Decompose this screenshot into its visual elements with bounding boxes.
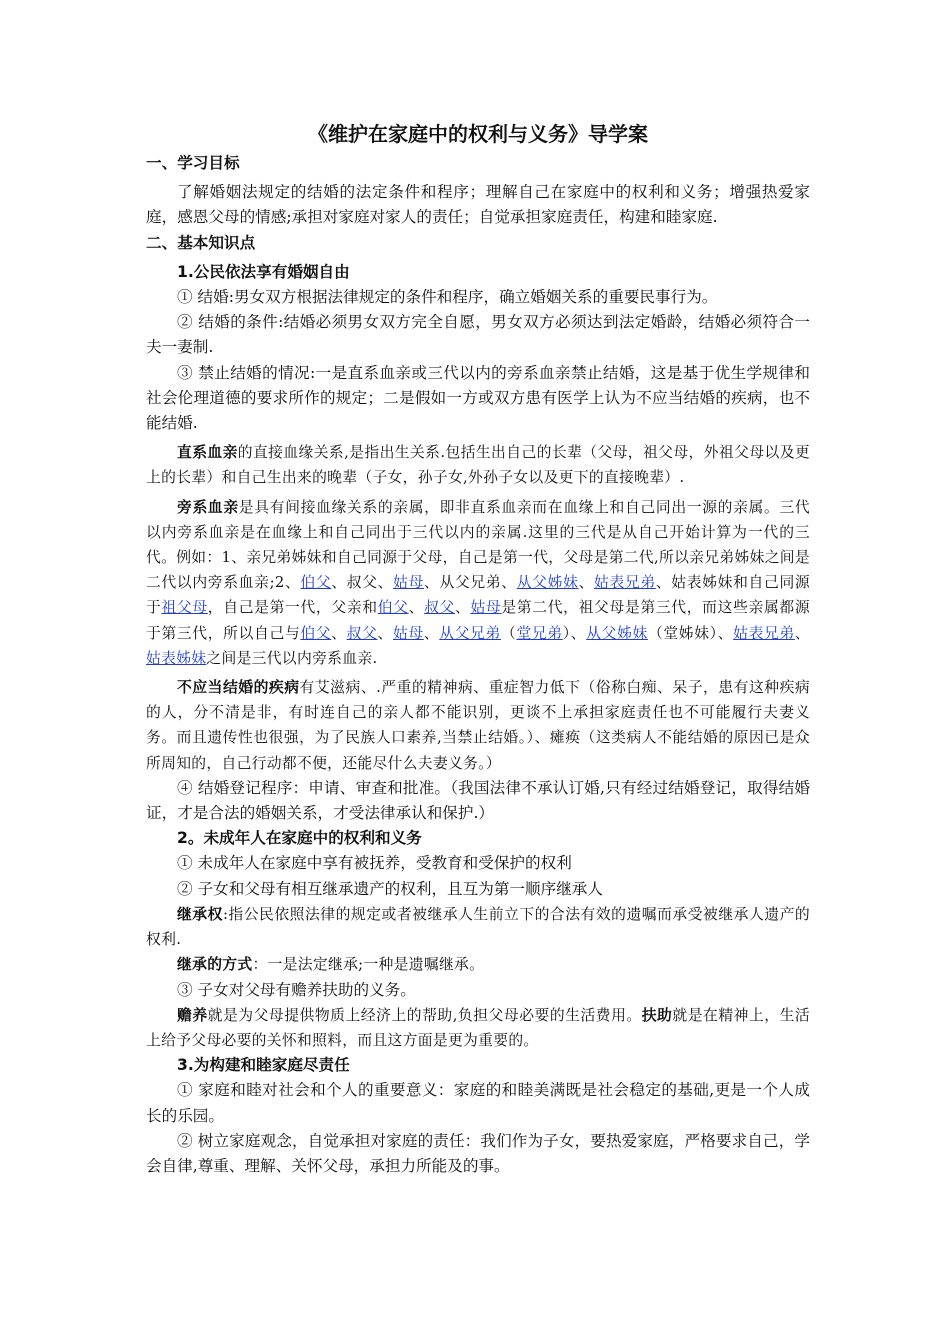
link-gumu[interactable]: 姑母: [470, 599, 502, 617]
section-heading-knowledge: 二、基本知识点: [146, 233, 256, 252]
page-title: 《维护在家庭中的权利与义务》导学案: [308, 122, 648, 146]
support-term: 赡养: [177, 1006, 208, 1024]
support-text: 就是为父母提供物质上经济上的帮助,负担父母必要的生活费用。: [207, 1006, 642, 1024]
subsection-heading-marriage: 1.公民依法享有婚姻自由: [177, 262, 350, 281]
inheritance-rights: ② 子女和父母有相互继承遗产的权利，且互为第一顺序继承人: [177, 879, 603, 898]
collateral-text: ，自己是第一代，父亲和: [207, 599, 378, 617]
link-bofu[interactable]: 伯父: [300, 624, 332, 642]
link-gubiaoxiongdi[interactable]: 姑表兄弟: [733, 624, 795, 642]
prohibited-disease-note: [146, 675, 810, 776]
collateral-text: 、: [377, 624, 393, 642]
inheritance-text: :指公民依照法律的规定或者被继承人生前立下的合法有效的遗嘱而承受被继承人遗产的权利.: [146, 905, 810, 949]
collateral-text: （: [501, 624, 517, 642]
link-congfuzimei[interactable]: 从父姊妹: [586, 624, 648, 642]
collateral-text: ）、: [562, 624, 587, 642]
link-gumu[interactable]: 姑母: [392, 624, 424, 642]
minor-rights: ① 未成年人在家庭中享有被抚养，受教育和受保护的权利: [177, 854, 572, 873]
section-heading-goals: 一、学习目标: [146, 154, 240, 172]
collateral-text: 、叔父、: [331, 574, 394, 592]
lineal-relative-text: 的直接血缘关系,是指出生关系.包括生出自己的长辈（父母，祖父母，外祖父母以及更上的长辈）和自己生出来的晚辈（子女，孙子女,外孙子女以及更下的直接晚辈）.: [146, 444, 810, 487]
link-gubiaozimei[interactable]: 姑表姊妹: [146, 649, 207, 667]
inheritance-definition: [146, 902, 810, 952]
subsection-heading-harmony: 3.为构建和睦家庭尽责任: [177, 1056, 350, 1075]
marriage-prohibitions: ③ 禁止结婚的情况:一是直系血亲或三代以内的旁系血亲禁止结婚，这是基于优生学规律和社会伦理道德的要求所作的规定；二是假如一方或双方患有医学上认为不应当结婚的疾病，也不能结婚.: [146, 363, 810, 433]
collateral-text: 、: [423, 624, 440, 642]
marriage-conditions: ② 结婚的条件:结婚必须男女双方完全自愿，男女双方必须达到法定婚龄，结婚必须符合一夫一妻制.: [146, 313, 810, 357]
link-shufu[interactable]: 叔父: [346, 624, 378, 642]
collateral-text: 、: [408, 599, 425, 617]
inheritance-term: 继承权: [177, 905, 223, 923]
link-congfuxiongdi[interactable]: 从父兄弟: [439, 624, 501, 642]
marriage-definition: ① 结婚:男女双方根据法律规定的条件和程序，确立婚姻关系的重要民事行为。: [177, 288, 718, 307]
prohibited-disease-term: 不应当结婚的疾病: [177, 679, 300, 697]
subsection-heading-minors: 2。未成年人在家庭中的权利和义务: [177, 829, 422, 848]
link-zufumu[interactable]: 祖父母: [161, 599, 208, 617]
link-bofu[interactable]: 伯父: [300, 574, 332, 592]
prohibited-disease-text: 有艾滋病、.严重的精神病、重症智力低下（俗称白痴、呆子，患有这种疾病的人，分不清是非，有时连自己的亲人都不能识别，更谈不上承担家庭责任也不可能履行夫妻义务。而且遗传性也很强，为了民族人口素养,当禁止结婚。）、瘫痪（这类病人不能结婚的原因已是众所周知的，自己行动都不便，还能尽什么夫妻义务。）: [146, 679, 811, 772]
assist-text: 就是在精神上，生活上给予父母必要的关怀和照料，而且这方面是更为重要的。: [146, 1006, 811, 1049]
collateral-relative-term: 旁系血亲: [177, 498, 239, 516]
collateral-text: 、姑表姊妹和自己同源于: [146, 574, 810, 617]
goals-paragraph: 了解婚姻法规定的结婚的法定条件和程序；理解自己在家庭中的权利和义务；增强热爱家庭，感恩父母的情感;承担对家庭对家人的责任；自觉承担家庭责任，构建和睦家庭.: [146, 183, 810, 227]
link-tangxiongdi[interactable]: 堂兄弟: [516, 624, 563, 642]
collateral-text: 、: [455, 599, 471, 617]
family-responsibility: ② 树立家庭观念，自觉承担对家庭的责任：我们作为子女，要热爱家庭，严格要求自己，学会自律,尊重、理解、关怀父母，承担力所能及的事。: [146, 1131, 810, 1175]
inheritance-methods-term: 继承的方式: [177, 956, 253, 974]
registration-procedure: ④ 结婚登记程序：申请、审查和批准。（我国法律不承认订婚,只有经过结婚登记，取得结婚证，才是合法的婚姻关系，才受法律承认和保护.）: [146, 778, 810, 823]
collateral-text: 之间是三代以内旁系血亲.: [206, 649, 378, 667]
collateral-text: 、: [578, 574, 595, 592]
collateral-text: 是具有间接血缘关系的亲属，即非直系血亲而在血缘上和自己同出一源的亲属。三代以内旁系血亲是在血缘上和自己同出于三代以内的亲属.这里的三代是从自己开始计算为一代的三代。例如：1、亲兄弟姊妹和自己同源于父母，自己是第一代，父母是第二代,所以亲兄弟姊妹之间是二代以内旁系血亲;2、: [146, 498, 810, 592]
lineal-relative-term: 直系血亲: [177, 444, 238, 462]
support-definition: [146, 1003, 810, 1053]
lineal-relative-note: [146, 440, 810, 490]
inheritance-methods: [146, 952, 810, 977]
support-duty: ③ 子女对父母有赡养扶助的义务。: [177, 980, 416, 999]
link-gubiaoxiongdi[interactable]: 姑表兄弟: [594, 574, 656, 592]
collateral-text: 、: [794, 624, 810, 642]
assist-term: 扶助: [641, 1006, 673, 1024]
link-shufu[interactable]: 叔父: [424, 599, 455, 617]
collateral-text: 、: [331, 624, 347, 642]
document-page: [146, 120, 810, 1179]
collateral-text: 是第二代，祖父母是第三代，而这些亲属都源于第三代，所以自己与: [146, 599, 810, 642]
harmony-significance: ① 家庭和睦对社会和个人的重要意义：家庭的和睦美满既是社会稳定的基础,更是一个人成长的乐园。: [146, 1081, 810, 1125]
collateral-text: （堂姊妹）、: [647, 624, 734, 642]
collateral-relative-note: [146, 495, 810, 671]
collateral-text: 、从父兄弟、: [424, 574, 517, 592]
link-congfuzimei[interactable]: 从父姊妹: [516, 574, 579, 592]
link-bofu[interactable]: 伯父: [377, 599, 409, 617]
link-gumu[interactable]: 姑母: [393, 574, 425, 592]
inheritance-methods-text: ：一是法定继承;一种是遗嘱继承。: [252, 956, 485, 974]
